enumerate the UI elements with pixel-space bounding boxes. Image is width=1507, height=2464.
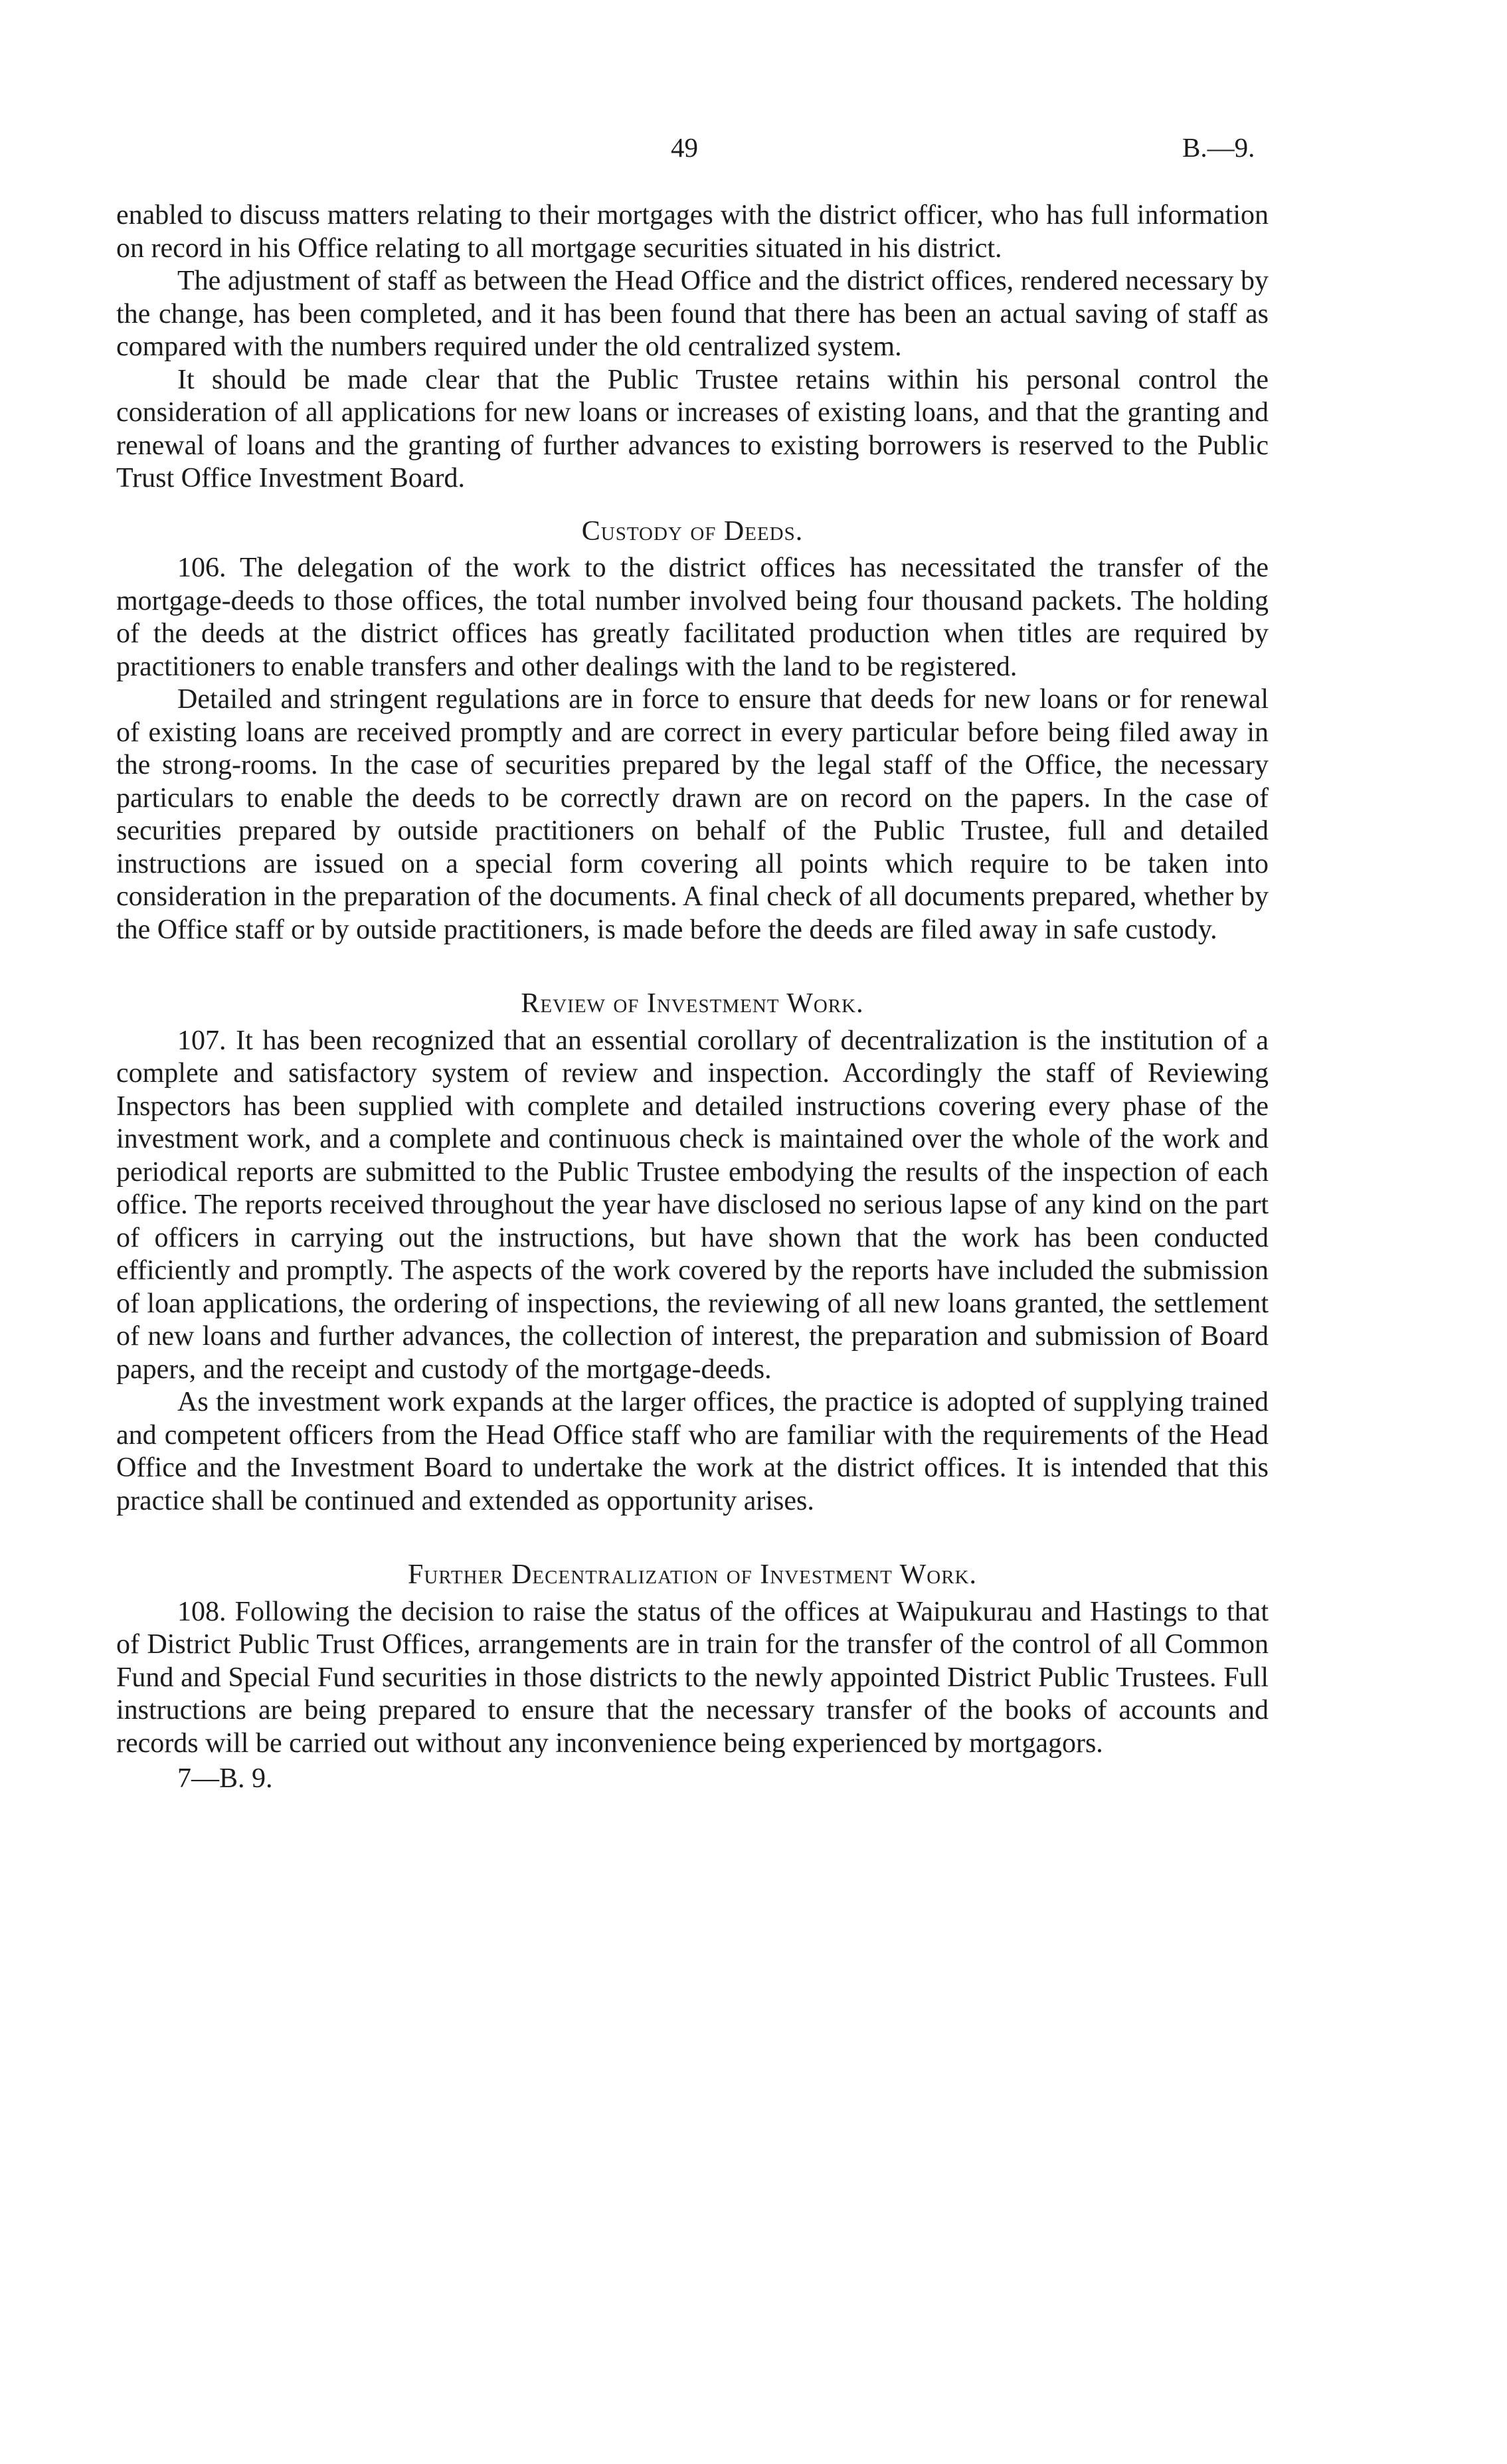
paragraph-107: 107. It has been recognized that an essential corollary of decentralization is the institution of a complete and satisfactory system of review and inspection. Accordingly the staff of Reviewing Inspectors has been supplied with complete and detailed instructions covering every phase of the investment work, and a complete and continuous check is maintained over the whole of the work and periodical reports are submitted to the Public Trustee embodying the results of the inspection of each office. The reports received throughout the year have disclosed no serious lapse of any kind on the part of officers in carrying out the instructions, but have shown that the work has been conducted efficiently and promptly. The aspects of the work covered by the reports have included the submission of loan applications, the ordering of inspections, the reviewing of all new loans granted, the settlement of new loans and further advances, the collection of interest, the preparation and submission of Board papers, and the receipt and custody of the mortgage-deeds. [116,1025,1269,1385]
paragraph-staff-adjustment: The adjustment of staff as between the Head Office and the district offices, rendered necessary by the change, has been completed, and it has been found that there has been an actual saving of staff as compared with the numbers required under the old centralized system. [116,266,1269,362]
body-text [116,199,1269,1796]
paragraph-public-trustee-control: It should be made clear that the Public Trustee retains within his personal control the consideration of all applications for new loans or increases of existing loans, and that the granting and renewal of loans and the granting of further advances to existing borrowers is reserved to the Public Trust Office Investment Board. [116,364,1269,493]
paragraph-106: 106. The delegation of the work to the district offices has necessitated the transfer of the mortgage-deeds to those offices, the total number involved being four thousand packets. The holding of the deeds at the district offices has greatly facilitated production when titles are required by practitioners to enable transfers and other dealings with the land to be registered. [116,553,1269,682]
paragraph-regulations: Detailed and stringent regulations are in force to ensure that deeds for new loans or for renewal of existing loans are received promptly and are correct in every particular before being filed away in the strong-rooms. In the case of securities prepared by the legal staff of the Office, the necessary particulars to enable the deeds to be correctly drawn are on record on the papers. In the case of securities prepared by outside practitioners on behalf of the Public Trustee, full and detailed instructions are issued on a special form covering all points which require to be taken into consideration in the preparation of the documents. A final check of all documents prepared, whether by the Office staff or by outside practitioners, is made before the deeds are filed away in safe custody. [116,684,1269,945]
section-heading-custody-of-deeds: Custody of Deeds. [581,515,804,547]
document-reference: B.—9. [1182,132,1255,163]
paragraph-108: 108. Following the decision to raise the status of the offices at Waipukurau and Hastings to that of District Public Trust Offices, arrangements are in train for the transfer of the control of all Common Fund and Special Fund securities in those districts to the newly appointed District Public Trustees. Full instructions are being prepared to ensure that the necessary transfer of the books of accounts and records will be carried out without any inconvenience being experienced by mortgagors. [116,1596,1269,1759]
paragraph-investment-expansion: As the investment work expands at the larger offices, the practice is adopted of supplying trained and competent officers from the Head Office staff who are familiar with the requirements of the Head Office and the Investment Board to undertake the work at the district offices. It is intended that this practice shall be continued and extended as opportunity arises. [116,1387,1269,1516]
page-number: 49 [671,132,698,163]
section-heading-further-decentralization: Further Decentralization of Investment Work. [407,1559,977,1590]
section-heading-review-of-investment-work: Review of Investment Work. [521,988,864,1019]
printer-signature: 7—B. 9. [177,1763,273,1794]
page-header [0,132,1507,171]
paragraph-continuation: enabled to discuss matters relating to their mortgages with the district officer, who has full information on record in his Office relating to all mortgage securities situated in his district. [116,200,1269,264]
